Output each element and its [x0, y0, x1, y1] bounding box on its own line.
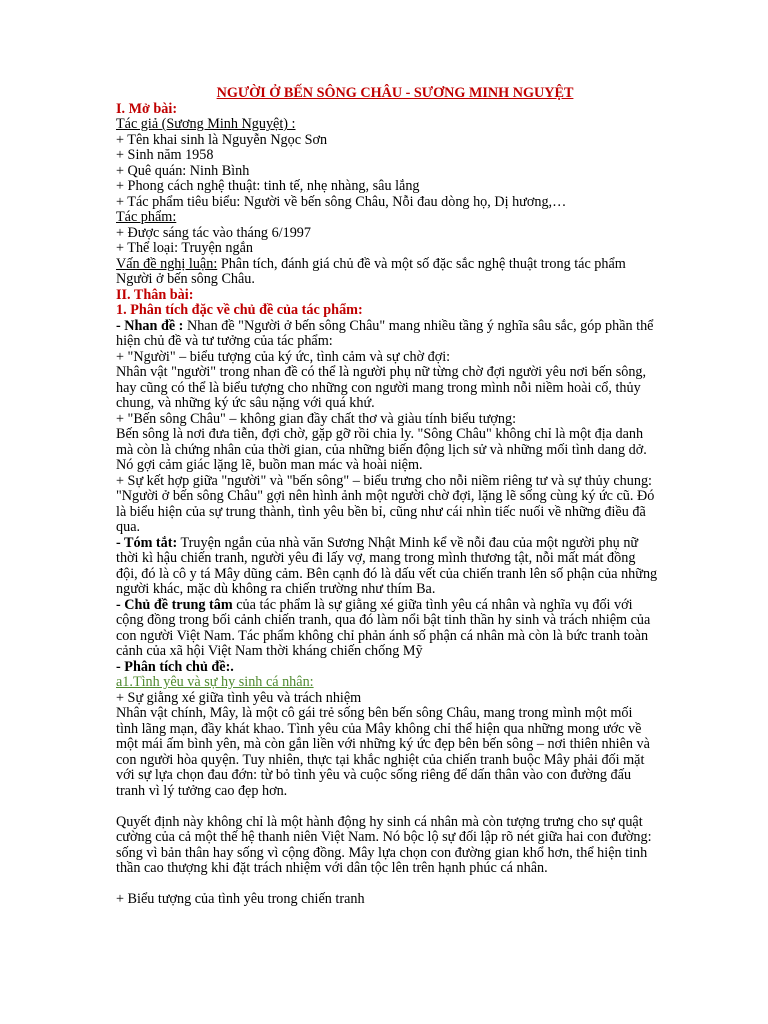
- quyet-dinh-text: Quyết định này không chỉ là một hành động hy sinh cá nhân mà còn tượng trưng cho sự quật cường của cả một thế hệ thanh niên Việt Nam. Nó bộc lộ sự đối lập rõ nét giữa hai con đường: sống vì bản thân hay sống vì cộng đồng. Mây lựa chọn con đường gian khổ hơn, thể hiện tinh thần cao thượng khi đặt trách nhiệm với dân tộc lên trên hạnh phúc cá nhân.: [116, 813, 652, 876]
- section-heading-than-bai: II. Thân bài:: [116, 286, 194, 303]
- chu-de-text: của tác phẩm là sự giằng xé giữa tình yêu cá nhân và nghĩa vụ đối với cộng đồng trong bối cảnh chiến tranh, qua đó làm nổi bật tinh thần hy sinh và trách nhiệm của con người Việt Nam. Tác phẩm không chỉ phản ánh số phận cá nhân mà còn là bức tranh toàn cảnh của xã hội Việt Nam thời kháng chiến chống Mỹ: [116, 596, 651, 659]
- nhan-de-label: - Nhan đề :: [116, 317, 184, 334]
- nhan-de-paragraph: [116, 319, 658, 350]
- paragraph-gap: [116, 799, 658, 815]
- nguoi-line: + "Người" – biểu tượng của ký ức, tình cảm và sự chờ đợi:: [116, 348, 451, 365]
- tac-pham-label: Tác phẩm:: [116, 209, 177, 225]
- tac-gia-item: + Tác phẩm tiêu biểu: Người về bến sông Châu, Nỗi đau dòng họ, Dị hương,…: [116, 193, 567, 210]
- tom-tat-paragraph: [116, 536, 658, 598]
- giang-xe-text: Nhân vật chính, Mây, là một cô gái trẻ sống bên bến sông Châu, mang trong mình một mối tình lãng mạn, đầy khát khao. Tình yêu của Mây không chỉ thể hiện qua những mong ước về một mái ấm bình yên, mà còn gắn liền với những ký ức đẹp bên bến sông – nơi thiên nhiên và con người hòa quyện. Tuy nhiên, thực tại khắc nghiệt của chiến tranh buộc Mây phải đối mặt với sự lựa chọn đau đớn: từ bỏ tình yêu và cuộc sống riêng để dấn thân vào con đường đấu tranh vì lý tưởng cao đẹp hơn.: [116, 705, 650, 799]
- document-title: NGƯỜI Ở BẾN SÔNG CHÂU - SƯƠNG MINH NGUYỆT: [216, 85, 574, 101]
- section-heading-mo-bai: I. Mở bài:: [116, 100, 178, 117]
- ben-song-line: + "Bến sông Châu" – không gian đầy chất thơ và giàu tính biểu tượng:: [116, 410, 517, 427]
- ben-song-text: Bến sông là nơi đưa tiễn, đợi chờ, gặp gỡ rồi chia ly. "Sông Châu" không chỉ là một địa danh mà còn là chứng nhân của thời gian, của những biến động lịch sử và những mối tình dang dở. Nó gợi cảm giác lặng lẽ, buồn man mác và hoài niệm.: [116, 426, 647, 473]
- tac-gia-item: + Sinh năm 1958: [116, 147, 214, 163]
- bieu-tuong-line: + Biểu tượng của tình yêu trong chiến tranh: [116, 891, 365, 907]
- tac-gia-item: + Quê quán: Ninh Bình: [116, 162, 250, 179]
- a1-heading: a1.Tình yêu và sự hy sinh cá nhân:: [116, 674, 314, 690]
- van-de-text: Phân tích, đánh giá chủ đề và một số đặc sắc nghệ thuật trong tác phẩm Người ở bến sông Châu.: [116, 255, 626, 287]
- giang-xe-line: + Sự giằng xé giữa tình yêu và trách nhiệm: [116, 689, 362, 706]
- tac-gia-item: + Tên khai sinh là Nguyễn Ngọc Sơn: [116, 131, 328, 148]
- van-de-paragraph: [116, 257, 658, 288]
- van-de-label: Vấn đề nghị luận:: [116, 255, 218, 272]
- tac-gia-label: Tác giả (Sương Minh Nguyệt) :: [116, 116, 296, 132]
- nhan-de-text: Nhan đề "Người ở bến sông Châu" mang nhiều tầng ý nghĩa sâu sắc, góp phần thể hiện chủ đề và tư tưởng của tác phẩm:: [116, 317, 654, 349]
- chu-de-paragraph: [116, 598, 658, 660]
- chu-de-label: - Chủ đề trung tâm: [116, 596, 233, 613]
- phan-tich-label: - Phân tích chủ đề:.: [116, 658, 234, 675]
- ket-hop-text: "Người ở bến sông Châu" gợi nên hình ảnh một người chờ đợi, lặng lẽ sống cùng ký ức cũ. Đó là biểu hiện của sự trung thành, tình yêu bền bỉ, cũng như cái nhìn tiếc nuối về những điều đã qua.: [116, 488, 655, 535]
- tac-pham-item: + Thể loại: Truyện ngắn: [116, 240, 253, 256]
- tac-gia-item: + Phong cách nghệ thuật: tinh tế, nhẹ nhàng, sâu lắng: [116, 178, 420, 194]
- subsection-heading-1: 1. Phân tích đặc về chủ đề của tác phẩm:: [116, 302, 363, 318]
- tac-pham-item: + Được sáng tác vào tháng 6/1997: [116, 224, 311, 241]
- ket-hop-line: + Sự kết hợp giữa "người" và "bến sông" – biểu trưng cho nỗi niềm riêng tư và sự thủy chung:: [116, 472, 652, 489]
- tom-tat-text: Truyện ngắn của nhà văn Sương Nhật Minh kể về nỗi đau của một người phụ nữ thời kì hậu chiến tranh, người yêu đi lấy vợ, mang trong mình thương tật, nỗi mất mát đồng đội, đó là cô y tá Mây dũng cảm. Bên cạnh đó là dấu vết của chiến tranh lên số phận của những người khác, mặc dù không ra chiến trường như thím Ba.: [116, 534, 658, 597]
- nguoi-text: Nhân vật "người" trong nhan đề có thể là người phụ nữ từng chờ đợi người yêu nơi bến sông, hay cũng có thể là biểu tượng cho những con người mang trong mình nỗi niềm hoài cổ, thủy chung, và những ký ức sâu nặng với quá khứ.: [116, 364, 647, 411]
- paragraph-gap: [116, 877, 658, 893]
- tom-tat-label: - Tóm tắt:: [116, 534, 178, 551]
